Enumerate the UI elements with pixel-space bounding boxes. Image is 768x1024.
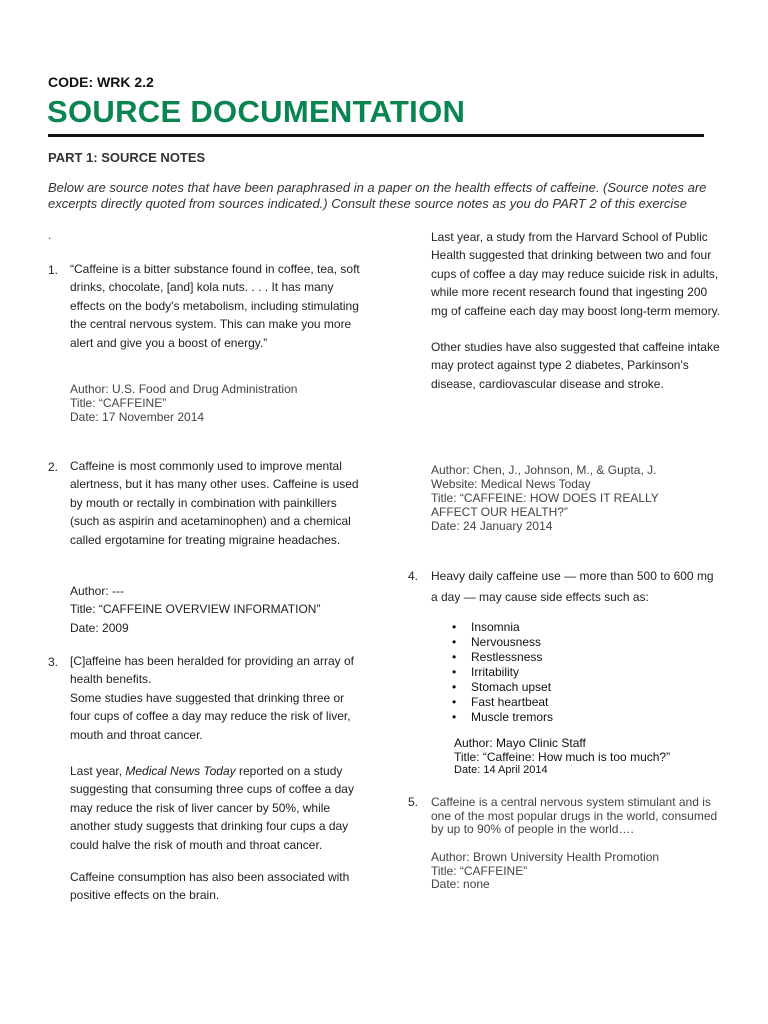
side-effect-item: • Stomach upset — [452, 680, 553, 695]
source-1-citation — [70, 382, 297, 424]
source-2-number: 2. — [48, 460, 59, 474]
source-5-citation — [431, 851, 659, 892]
source-3-para2: Some studies have suggested that drinking three or four cups of coffee a day may reduce the risk of liver, mouth and throat cancer. — [70, 690, 351, 742]
source-2-citation — [70, 582, 320, 637]
source-3-number: 3. — [48, 655, 59, 669]
source-3-website: Website: Medical News Today — [431, 477, 591, 491]
document-title: SOURCE DOCUMENTATION — [47, 94, 466, 129]
part-heading: PART 1: SOURCE NOTES — [48, 150, 206, 165]
source-3-continued — [431, 228, 723, 393]
source-3-text — [70, 652, 362, 905]
source-1-title: Title: “CAFFEINE” — [70, 396, 167, 410]
source-4-number: 4. — [408, 569, 419, 583]
source-1-number: 1. — [48, 263, 59, 277]
source-3-title: Title: “CAFFEINE: HOW DOES IT REALLY AFFECT OUR HEALTH?” — [431, 491, 659, 519]
side-effect-item: • Insomnia — [452, 620, 553, 635]
source-4-title: Title: “Caffeine: How much is too much?” — [454, 749, 671, 764]
source-3-author: Author: Chen, J., Johnson, M., & Gupta, J. — [431, 463, 657, 477]
source-1-author: Author: U.S. Food and Drug Administration — [70, 382, 298, 396]
source-5-number: 5. — [408, 795, 419, 809]
side-effect-item: • Muscle tremors — [452, 710, 553, 725]
source-5-author: Author: Brown University Health Promotion — [431, 850, 660, 864]
side-effect-item: • Nervousness — [452, 635, 553, 650]
source-3-citation — [431, 463, 701, 533]
source-2-date: Date: 2009 — [70, 620, 129, 635]
side-effect-item: • Irritability — [452, 665, 553, 680]
source-4-date: Date: 14 April 2014 — [454, 764, 548, 776]
source-3-para3: Last year, Medical News Today reported on a study suggesting that consuming three cups of coffee a day may reduce the risk of liver cancer by 50%, while another study suggests that drinking four cups a day could halve the risk of mouth and throat cancer. — [70, 764, 354, 852]
source-3-para6: Other studies have also suggested that caffeine intake may protect against type 2 diabetes, Parkinson's disease, cardiovascular disease and stroke. — [431, 340, 720, 391]
source-3-para1: [C]affeine has been heralded for providing an array of health benefits. — [70, 654, 354, 687]
side-effect-item: • Fast heartbeat — [452, 695, 553, 710]
title-divider — [48, 134, 704, 137]
source-1-date: Date: 17 November 2014 — [70, 410, 205, 424]
source-4-text: Heavy daily caffeine use — more than 500 to 600 mg a day — may cause side effects such as: — [431, 569, 714, 604]
source-3-para5: Last year, a study from the Harvard School of Public Health suggested that drinking between two and four cups of coffee a day may reduce suicide risk in adults, while more recent research found that ingesting 200 mg of caffeine each day may boost long-term memory. — [431, 230, 721, 318]
source-2-text: Caffeine is most commonly used to improve mental alertness, but it has many other uses. Caffeine is used by mouth or rectally in combination with painkillers (such as aspirin and acetaminophen) and a chemical called ergotamine for treating migraine headaches. — [70, 459, 359, 547]
side-effect-item: • Restlessness — [452, 650, 553, 665]
source-5-date: Date: none — [431, 877, 490, 891]
source-3-date: Date: 24 January 2014 — [431, 519, 553, 533]
source-5-title: Title: “CAFFEINE” — [431, 863, 528, 878]
side-effects-list — [452, 620, 553, 725]
source-4-citation — [454, 737, 670, 778]
source-5-text: Caffeine is a central nervous system stimulant and is one of the most popular drugs in the world, consumed by up to 90% of people in the world…. — [431, 795, 718, 836]
intro-text: Below are source notes that have been paraphrased in a paper on the health effects of caffeine. (Source notes are excerpts directly quoted from sources indicated.) Consult these source notes as you do PART 2 of this exercise — [48, 180, 707, 211]
source-2-author: Author: --- — [70, 584, 125, 598]
stray-dot: . — [48, 228, 52, 242]
source-3-para4: Caffeine consumption has also been associated with positive effects on the brain. — [70, 870, 350, 903]
document-code: CODE: WRK 2.2 — [48, 74, 154, 90]
source-3-publication: Medical News Today — [125, 764, 236, 779]
source-1-text: “Caffeine is a bitter substance found in coffee, tea, soft drinks, chocolate, [and] kola nuts. . . . It has many effects on the body's metabolism, including stimulating the central nervous system. This can make you more alert and give you a boost of energy.” — [70, 262, 360, 350]
source-2-title: Title: “CAFFEINE OVERVIEW INFORMATION” — [70, 602, 321, 617]
source-4-author: Author: Mayo Clinic Staff — [454, 736, 586, 750]
